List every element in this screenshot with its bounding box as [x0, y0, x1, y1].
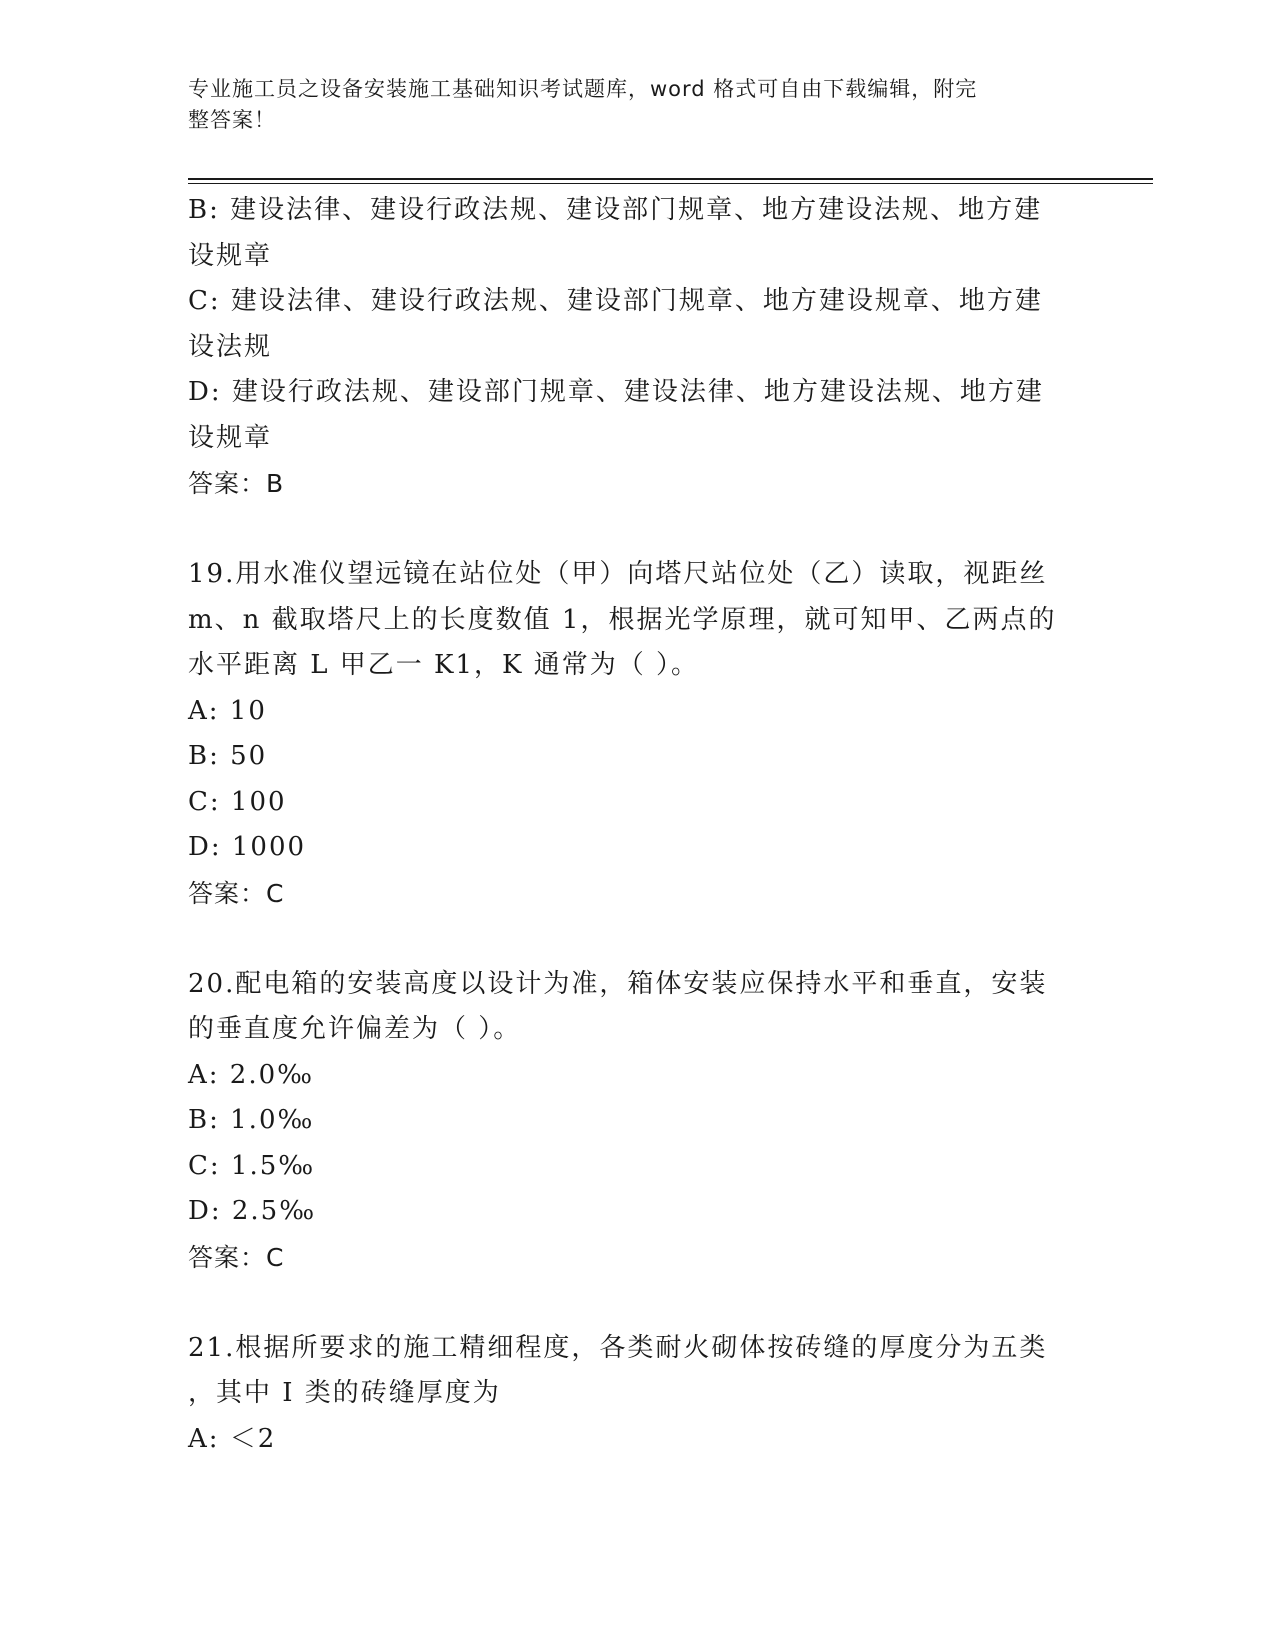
- question-20: [188, 962, 1078, 1281]
- header-title-line-1: 专业施工员之设备安装施工基础知识考试题库，word 格式可自由下载编辑，附完: [188, 77, 978, 101]
- q20-option-d: D: 2.5‰: [188, 1196, 317, 1226]
- q18-option-b-line-2: 设规章: [188, 240, 273, 271]
- spacer: [188, 507, 1078, 553]
- q18-option-d-line-1: D: 建设行政法规、建设部门规章、建设法律、地方建设法规、地方建: [188, 377, 1044, 407]
- q18-option-b-line-1: B: 建设法律、建设行政法规、建设部门规章、地方建设法规、地方建: [188, 195, 1043, 225]
- question-19: [188, 552, 1078, 916]
- document-header: [188, 74, 1068, 136]
- question-list: [188, 188, 1078, 1462]
- q19-stem-line-1: 19.用水准仪望远镜在站位处（甲）向塔尺站位处（乙）读取，视距丝: [188, 559, 1048, 589]
- q21-stem-line-2: ，其中 I 类的砖缝厚度为: [188, 1378, 501, 1408]
- q21-option-a: A: ＜2: [188, 1423, 277, 1454]
- q20-option-b: B: 1.0‰: [188, 1105, 315, 1135]
- q21-stem-line-1: 21.根据所要求的施工精细程度，各类耐火砌体按砖缝的厚度分为五类: [188, 1332, 1048, 1363]
- header-divider-thin: [188, 183, 1153, 184]
- question-21: [188, 1326, 1078, 1463]
- q20-stem-line-2: 的垂直度允许偏差为（ ）。: [188, 1014, 522, 1044]
- q19-stem-line-2: m、n 截取塔尺上的长度数值 1，根据光学原理，就可知甲、乙两点的: [188, 604, 1057, 635]
- q18-option-c-line-1: C: 建设法律、建设行政法规、建设部门规章、地方建设规章、地方建: [188, 286, 1043, 316]
- q20-option-c: C: 1.5‰: [188, 1150, 316, 1181]
- header-divider-thick: [188, 178, 1153, 180]
- q19-answer: 答案：C: [188, 878, 285, 908]
- q19-option-d: D: 1000: [188, 832, 307, 862]
- q19-option-a: A: 10: [188, 695, 267, 726]
- spacer: [188, 1280, 1078, 1326]
- q19-stem-line-3: 水平距离 L 甲乙一 K1，K 通常为（ ）。: [188, 650, 699, 680]
- q20-stem-line-1: 20.配电箱的安装高度以设计为准，箱体安装应保持水平和垂直，安装: [188, 968, 1048, 999]
- q18-option-c-line-2: 设法规: [188, 331, 273, 362]
- q20-option-a: A: 2.0‰: [188, 1059, 315, 1090]
- spacer: [188, 916, 1078, 962]
- q18-option-d-line-2: 设规章: [188, 422, 273, 453]
- q19-option-c: C: 100: [188, 786, 287, 817]
- q20-answer: 答案：C: [188, 1242, 285, 1272]
- q18-answer: 答案：B: [188, 469, 285, 498]
- question-18: [188, 188, 1078, 507]
- q19-option-b: B: 50: [188, 741, 268, 771]
- header-title-line-2: 整答案！: [188, 108, 276, 132]
